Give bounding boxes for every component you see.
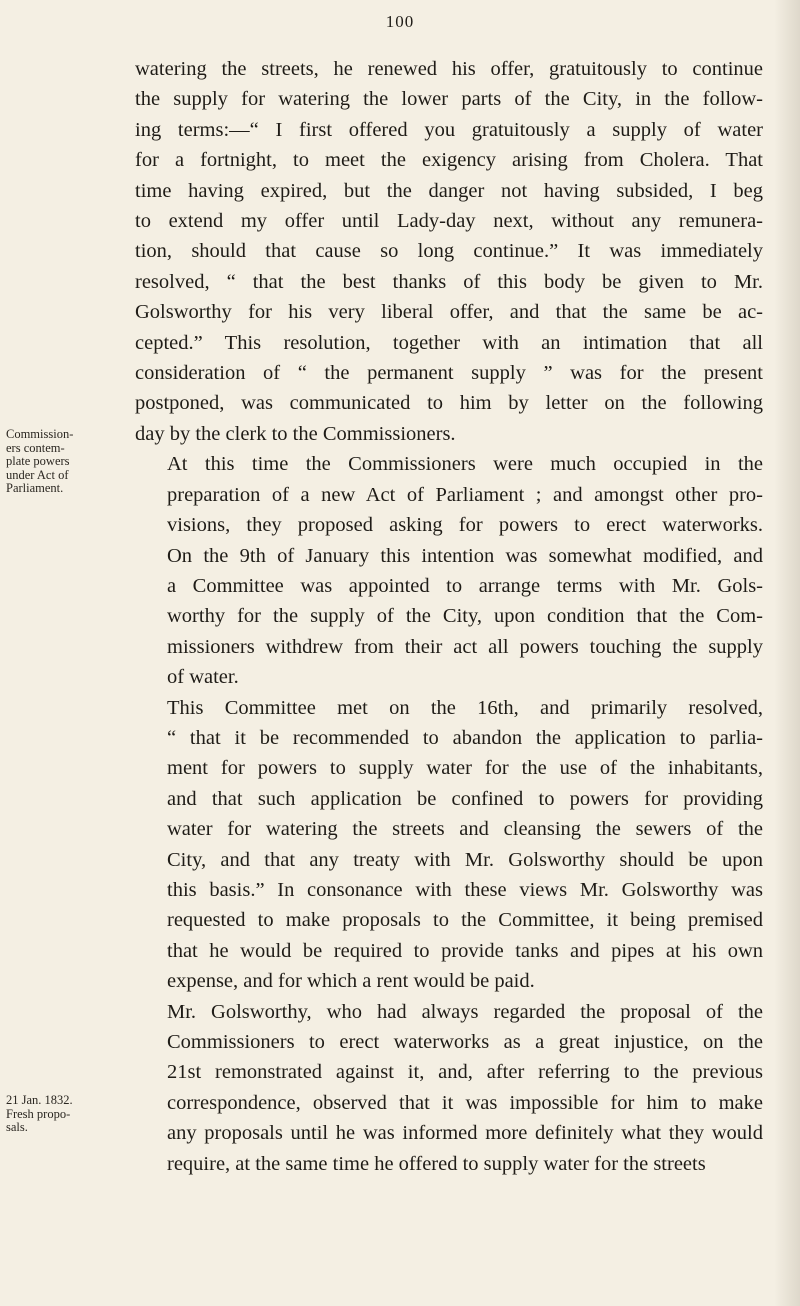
text-line: Commissioners to erect waterworks as a great injustice, on the [167,1031,763,1053]
text-line: the supply for watering the lower parts of the City, in the follow- [135,88,763,111]
text-line: postponed, was communicated to him by letter on the following [135,392,763,415]
text-line: requested to make proposals to the Committee, it being premised [167,909,763,932]
text-line: 21st remonstrated against it, and, after referring to the previous [167,1061,763,1084]
margin-note-line: Commission- [6,427,74,441]
text-line: preparation of a new Act of Parliament ; and amongst other pro- [167,483,763,506]
text-line: correspondence, observed that it was impossible for him to make [167,1091,763,1114]
text-line: to extend my offer until Lady-day next, without any remunera- [135,210,763,233]
text-line: Golsworthy for his very liberal offer, and that the same be ac- [135,301,763,324]
text-line: ment for powers to supply water for the use of the inhabitants, [167,757,763,780]
text-line: ing terms:—“ I first offered you gratuitously a supply of water [135,118,763,141]
text-line: of water. [167,666,239,689]
text-line: missioners withdrew from their act all powers touching the supply [167,635,763,658]
page-number: 100 [385,12,415,31]
text-line: require, at the same time he offered to supply water for the streets [167,1152,706,1175]
text-line: tion, should that cause so long continue.” It was immediately [135,240,763,263]
text-line: “ that it be recommended to abandon the application to parlia- [167,726,763,749]
text-line: this basis.” In consonance with these views Mr. Golsworthy was [167,878,763,901]
margin-note-line: 21 Jan. 1832. [6,1093,73,1107]
text-line: that he would be required to provide tanks and pipes at his own [167,939,763,962]
text-line: time having expired, but the danger not having subsided, I beg [135,179,763,202]
text-line: any proposals until he was informed more definitely what they would [167,1122,763,1145]
body-text [135,54,763,1179]
text-line: visions, they proposed asking for powers to erect waterworks. [167,514,763,537]
margin-note-line: plate powers [6,454,70,468]
text-line: watering the streets, he renewed his offer, gratuitously to continue [135,58,763,80]
text-line: This Committee met on the 16th, and primarily resolved, [167,696,763,719]
text-line: On the 9th of January this intention was somewhat modified, and [167,544,763,567]
paragraph [135,693,763,997]
text-line: water for watering the streets and cleansing the sewers of the [167,818,763,841]
text-line: resolved, “ that the best thanks of this body be given to Mr. [135,270,763,293]
paragraph [135,997,763,1179]
text-line: City, and that any treaty with Mr. Golsworthy should be upon [167,848,763,871]
paragraph [135,449,763,692]
paragraph [135,54,763,449]
text-line: worthy for the supply of the City, upon condition that the Com- [167,605,763,628]
text-line: At this time the Commissioners were much occupied in the [167,453,763,476]
margin-note-fresh-proposals [6,1094,128,1135]
text-line: a Committee was appointed to arrange terms with Mr. Gols- [167,574,763,597]
margin-note-line: sals. [6,1120,28,1134]
text-line: cepted.” This resolution, together with an intimation that all [135,331,763,354]
margin-note-line: ers contem- [6,440,65,455]
text-line: day by the clerk to the Commissioners. [135,422,456,445]
text-line: for a fortnight, to meet the exigency arising from Cholera. That [135,149,763,172]
margin-note-line: under Act of [6,467,69,482]
margin-note-commissioners [6,428,128,496]
page-edge-shadow [774,0,800,1306]
text-line: and that such application be confined to powers for providing [167,787,763,810]
text-line: consideration of “ the permanent supply ” was for the present [135,362,763,385]
text-line: Mr. Golsworthy, who had always regarded the proposal of the [167,1000,763,1023]
margin-note-line: Parliament. [6,481,64,495]
text-line: expense, and for which a rent would be paid. [167,970,535,993]
margin-note-line: Fresh propo- [6,1106,71,1121]
